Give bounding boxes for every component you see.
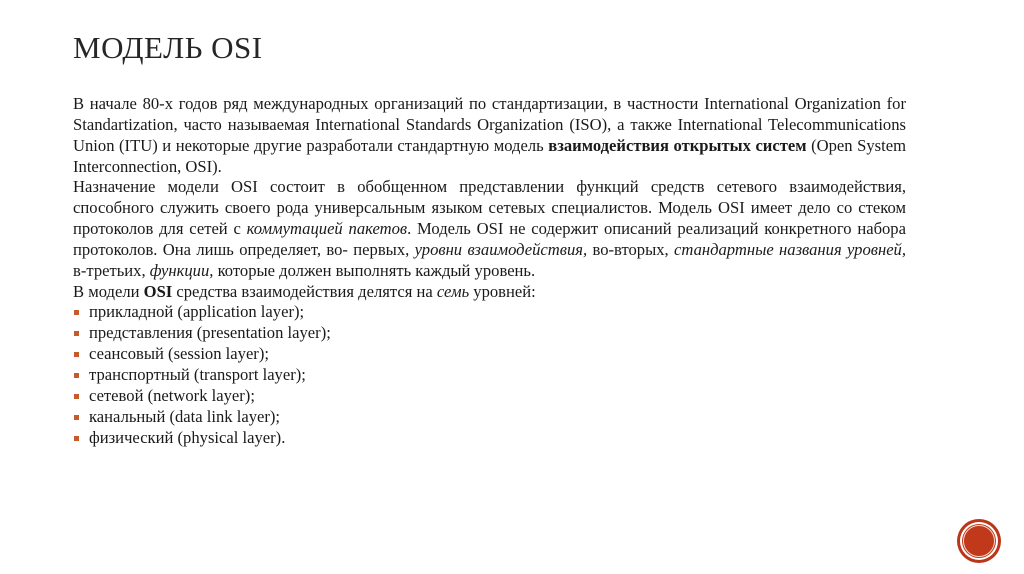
text: В начале 80-х годов ряд международных организаций по стандартизации, в частности International Organization for Standartization, часто называемая International Standards Organization (ISO), а также International Telecommunications Union (ITU) и некоторые другие разработали стандартную модель <box>73 94 906 155</box>
purpose-paragraph <box>73 177 906 281</box>
layer-label: сетевой (network layer); <box>89 385 255 405</box>
list-item <box>73 386 906 407</box>
text: которые должен выполнять каждый уровень. <box>213 260 536 280</box>
layer-label: прикладной (application layer); <box>89 302 305 322</box>
italic-term: функции, <box>149 260 214 280</box>
layer-label: физический (physical layer). <box>89 427 286 447</box>
square-bullet-icon <box>74 331 79 336</box>
list-item <box>73 323 906 344</box>
text: (Open System Interconnection, OSI). <box>73 135 906 176</box>
layer-label: представления (presentation layer); <box>89 323 331 343</box>
square-bullet-icon <box>74 310 79 315</box>
layers-list <box>73 302 906 448</box>
list-item <box>73 302 906 323</box>
text: во-вторых, <box>587 239 675 259</box>
text: в-третьих, <box>73 260 150 280</box>
square-bullet-icon <box>74 415 79 420</box>
square-bullet-icon <box>74 373 79 378</box>
text: уровней: <box>469 281 536 301</box>
layer-label: канальный (data link layer); <box>89 406 281 426</box>
list-item <box>73 365 906 386</box>
layer-label: сеансовый (session layer); <box>89 344 269 364</box>
intro-paragraph <box>73 94 906 177</box>
text: . Модель OSI не содержит описаний реализаций конкретного набора протоколов. Она лишь определяет, во- первых, <box>73 219 906 259</box>
decorative-circle-icon <box>960 522 998 560</box>
slide-body <box>73 94 906 448</box>
italic-term: семь <box>436 281 470 301</box>
layers-intro <box>73 282 906 303</box>
bold-term: OSI <box>143 281 173 301</box>
bold-term: взаимодействия открытых систем <box>548 135 807 155</box>
italic-term: коммутацией пакетов <box>246 219 408 239</box>
slide-title: МОДЕЛЬ OSI <box>73 30 263 65</box>
list-item <box>73 407 906 428</box>
text: средства взаимодействия делятся на <box>172 281 437 301</box>
layer-label: транспортный (transport layer); <box>89 364 306 384</box>
square-bullet-icon <box>74 394 79 399</box>
list-item <box>73 428 906 449</box>
text: В модели <box>73 281 144 301</box>
square-bullet-icon <box>74 352 79 357</box>
text: Назначение модели OSI состоит в обобщенном представлении функций средств сетевого взаимодействия, способного служить своего рода универсальным языком сетевых специалистов. Модель OSI имеет дело со стеком протоколов для сетей с <box>73 177 906 239</box>
list-item <box>73 344 906 365</box>
italic-term: уровни взаимодействия, <box>414 239 588 259</box>
square-bullet-icon <box>74 436 79 441</box>
italic-term: стандартные названия уровней, <box>674 239 907 259</box>
